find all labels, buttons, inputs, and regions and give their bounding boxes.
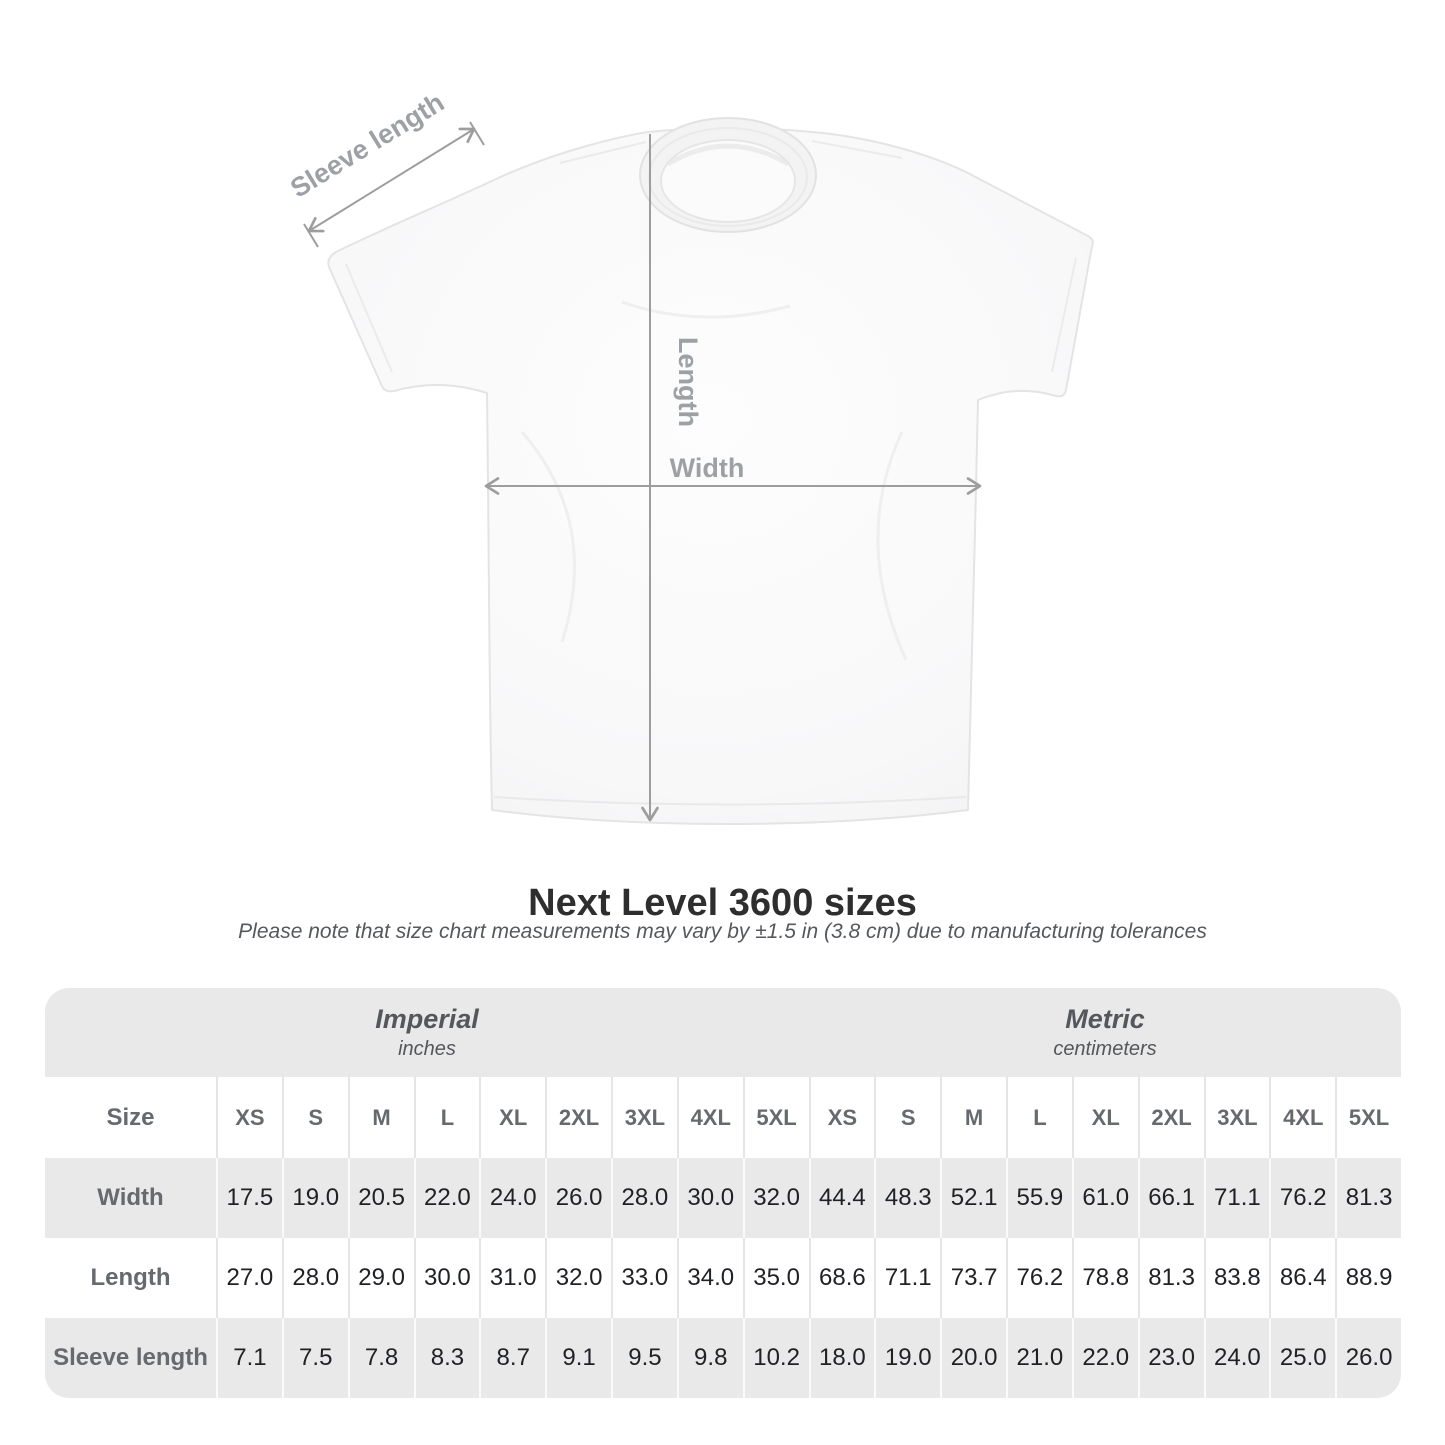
value-cell: 32.0 [545, 1238, 611, 1318]
value-cell: 24.0 [1204, 1318, 1270, 1398]
imperial-unit: inches [398, 1038, 456, 1060]
size-col-header: L [1006, 1077, 1072, 1158]
value-cell: 81.3 [1335, 1158, 1401, 1238]
value-cell: 32.0 [743, 1158, 809, 1238]
sleeve-arrow-tick-end [470, 122, 484, 145]
value-cell: 35.0 [743, 1238, 809, 1318]
length-row [45, 1238, 1401, 1318]
value-cell: 30.0 [677, 1158, 743, 1238]
size-col-header: 2XL [1138, 1077, 1204, 1158]
size-col-header: 4XL [1269, 1077, 1335, 1158]
sleeve-length-arrow-label: Sleeve length [285, 87, 450, 204]
size-col-header: M [940, 1077, 1006, 1158]
value-cell: 61.0 [1072, 1158, 1138, 1238]
value-cell: 28.0 [611, 1158, 677, 1238]
width-row [45, 1158, 1401, 1238]
page-title: Next Level 3600 sizes [528, 882, 917, 924]
unit-header-band [45, 988, 1401, 1077]
value-cell: 10.2 [743, 1318, 809, 1398]
value-cell: 8.7 [479, 1318, 545, 1398]
value-cell: 83.8 [1204, 1238, 1270, 1318]
size-col-header: M [348, 1077, 414, 1158]
size-table [45, 988, 1401, 1398]
value-cell: 9.5 [611, 1318, 677, 1398]
size-col-header: 4XL [677, 1077, 743, 1158]
row-label: Length [90, 1264, 171, 1291]
value-cell: 31.0 [479, 1238, 545, 1318]
value-cell: 25.0 [1269, 1318, 1335, 1398]
tolerance-note: Please note that size chart measurements may vary by ±1.5 in (3.8 cm) due to manufacturing tolerances [238, 920, 1207, 943]
size-col-header: L [414, 1077, 480, 1158]
value-cell: 73.7 [940, 1238, 1006, 1318]
imperial-header [45, 988, 809, 1077]
size-col-header: 2XL [545, 1077, 611, 1158]
size-col-header: XL [1072, 1077, 1138, 1158]
value-cell: 22.0 [414, 1158, 480, 1238]
value-cell: 48.3 [874, 1158, 940, 1238]
size-col-header: 5XL [743, 1077, 809, 1158]
size-col-header: XL [479, 1077, 545, 1158]
value-cell: 20.5 [348, 1158, 414, 1238]
size-col-header: XS [216, 1077, 282, 1158]
value-cell: 7.8 [348, 1318, 414, 1398]
value-cell: 9.1 [545, 1318, 611, 1398]
value-cell: 20.0 [940, 1318, 1006, 1398]
value-cell: 21.0 [1006, 1318, 1072, 1398]
size-col-header: S [874, 1077, 940, 1158]
value-cell: 81.3 [1138, 1238, 1204, 1318]
size-col-header: XS [809, 1077, 875, 1158]
sleeve-length-row [45, 1318, 1401, 1398]
value-cell: 9.8 [677, 1318, 743, 1398]
value-cell: 34.0 [677, 1238, 743, 1318]
value-cell: 52.1 [940, 1158, 1006, 1238]
value-cell: 26.0 [1335, 1318, 1401, 1398]
size-col-header: 5XL [1335, 1077, 1401, 1158]
value-cell: 23.0 [1138, 1318, 1204, 1398]
row-label: Sleeve length [53, 1344, 208, 1371]
value-cell: 71.1 [1204, 1158, 1270, 1238]
value-cell: 44.4 [809, 1158, 875, 1238]
imperial-title: Imperial [375, 1004, 479, 1034]
size-col-header: S [282, 1077, 348, 1158]
width-arrow-label: Width [669, 453, 745, 483]
value-cell: 19.0 [282, 1158, 348, 1238]
value-cell: 55.9 [1006, 1158, 1072, 1238]
value-cell: 7.5 [282, 1318, 348, 1398]
value-cell: 86.4 [1269, 1238, 1335, 1318]
value-cell: 27.0 [216, 1238, 282, 1318]
size-col-header: 3XL [611, 1077, 677, 1158]
value-cell: 18.0 [809, 1318, 875, 1398]
value-cell: 33.0 [611, 1238, 677, 1318]
size-col-header: 3XL [1204, 1077, 1270, 1158]
length-arrow-label: Length [673, 337, 703, 427]
size-corner-label: Size [106, 1103, 155, 1131]
value-cell: 66.1 [1138, 1158, 1204, 1238]
value-cell: 76.2 [1006, 1238, 1072, 1318]
metric-header [809, 988, 1401, 1077]
value-cell: 68.6 [809, 1238, 875, 1318]
value-cell: 78.8 [1072, 1238, 1138, 1318]
metric-title: Metric [1065, 1004, 1145, 1034]
value-cell: 88.9 [1335, 1238, 1401, 1318]
value-cell: 17.5 [216, 1158, 282, 1238]
value-cell: 24.0 [479, 1158, 545, 1238]
metric-unit: centimeters [1053, 1038, 1157, 1060]
value-cell: 22.0 [1072, 1318, 1138, 1398]
value-cell: 29.0 [348, 1238, 414, 1318]
value-cell: 7.1 [216, 1318, 282, 1398]
value-cell: 30.0 [414, 1238, 480, 1318]
value-cell: 28.0 [282, 1238, 348, 1318]
value-cell: 26.0 [545, 1158, 611, 1238]
value-cell: 76.2 [1269, 1158, 1335, 1238]
row-label: Width [97, 1184, 164, 1211]
value-cell: 8.3 [414, 1318, 480, 1398]
value-cell: 71.1 [874, 1238, 940, 1318]
collar [640, 118, 816, 232]
value-cell: 19.0 [874, 1318, 940, 1398]
size-header-row [45, 1077, 1401, 1158]
